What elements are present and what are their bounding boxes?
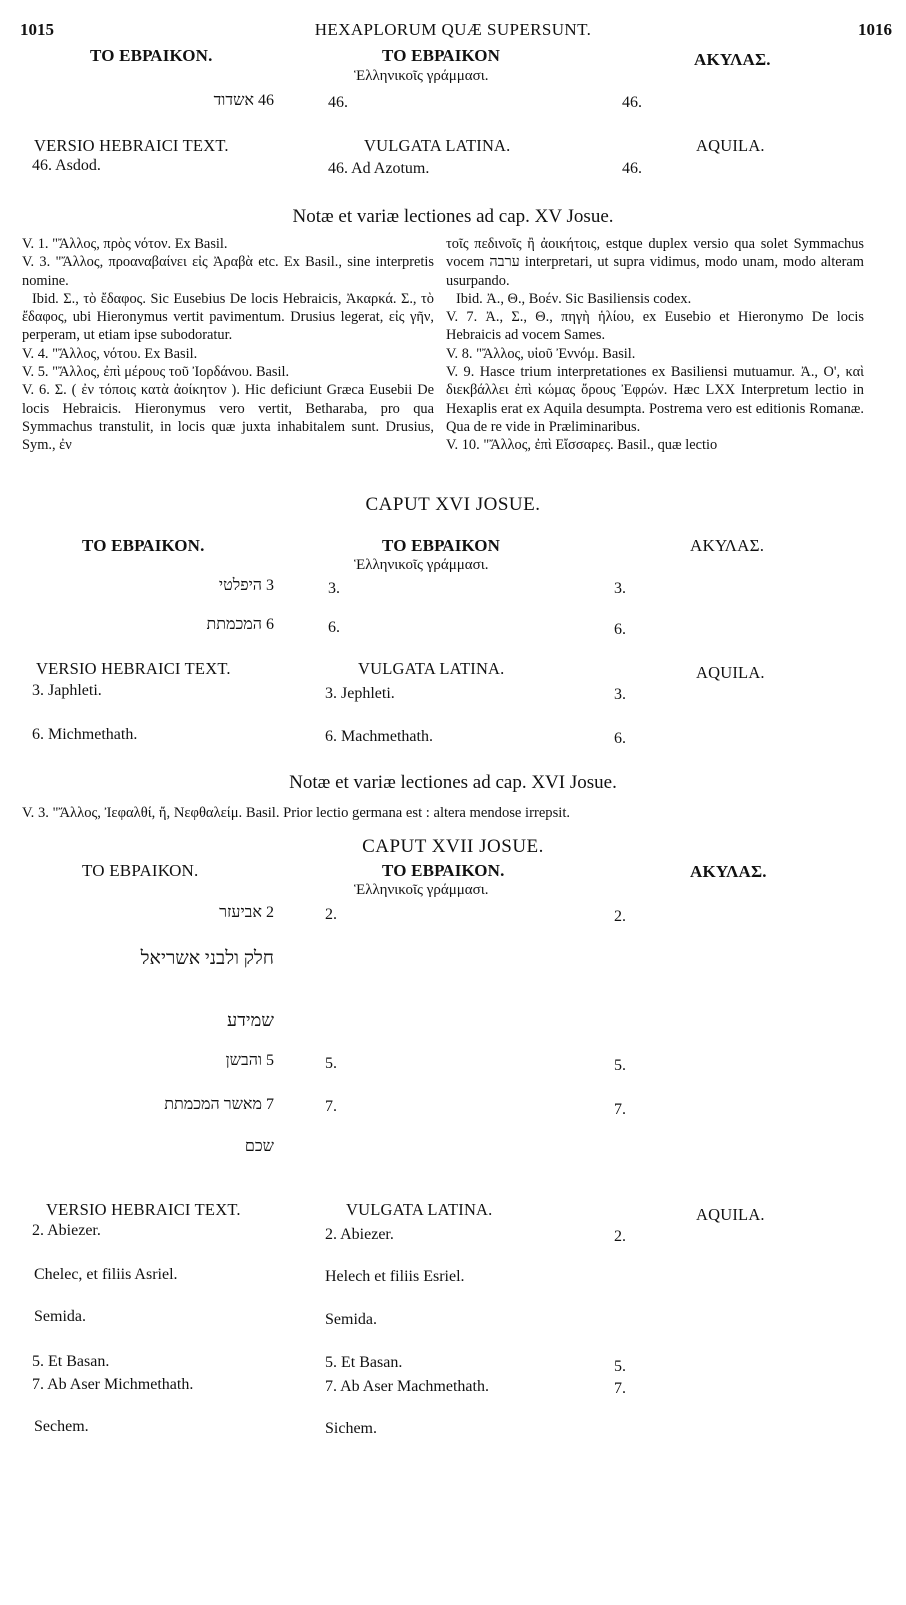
aquila-latin-entry: 5.: [614, 1358, 626, 1375]
hebrew-entry: 7 מאשר המכמתת: [164, 1096, 274, 1113]
running-title: HEXAPLORUM QUÆ SUPERSUNT.: [314, 20, 592, 39]
aquila-entry: 7.: [614, 1101, 626, 1118]
aquila-entry: 5.: [614, 1057, 626, 1074]
note-paragraph: V. 1. "Ἄλλος, πρὸς νότον. Ex Basil.: [22, 236, 228, 252]
hebrew-entry: שמידע: [227, 1010, 274, 1030]
vulgata-entry: Sichem.: [325, 1420, 377, 1437]
col-header-versio: VERSIO HEBRAICI TEXT.: [34, 136, 229, 155]
versio-entry: 46. Asdod.: [32, 157, 101, 174]
col-header-aquila-latin: AQUILA.: [696, 663, 765, 682]
aquila-latin-entry: 3.: [614, 686, 626, 703]
vulgata-entry: 3. Jephleti.: [325, 685, 395, 702]
col-header-aquila: ΑΚΥΛΑΣ.: [690, 536, 765, 555]
versio-entry: Semida.: [34, 1308, 86, 1325]
notes-title-xvi: Notæ et variæ lectiones ad cap. XVI Josue.: [289, 772, 617, 793]
notes-column-left: [22, 235, 434, 455]
note-paragraph: V. 8. "Ἄλλος, υἱοῦ Ἐννόμ. Basil.: [446, 345, 636, 362]
vulgata-entry: 7. Ab Aser Machmethath.: [325, 1378, 489, 1395]
note-paragraph: V. 9. Hasce trium interpretationes ex Basiliensi mutuamur. Ἀ., Ο', καὶ διεκβάλλει ἐπὶ κώμας ὄρους Ἐφρών. Hæc LXX Interpretum lectio in Hexaplis erat ex Aquila desumpta. Postrema vero est editionis Romanæ. Qua de re vide in Præliminaribus.: [446, 364, 864, 435]
vulgata-entry: 2. Abiezer.: [325, 1226, 394, 1243]
col-header-hebrew-greek: ΤΟ ΕΒΡΑΙΚΟΝ.: [382, 861, 505, 880]
hebrew-entry: 6 המכמתת: [206, 616, 274, 633]
greek-entry: 46.: [328, 94, 348, 111]
chapter-title-xvi: CAPUT XVI JOSUE.: [365, 494, 541, 515]
note-paragraph: Ibid. Ἀ., Θ., Βοέν. Sic Basiliensis codex.: [456, 290, 692, 307]
chapter-title-xvii: CAPUT XVII JOSUE.: [362, 836, 544, 857]
vulgata-entry: Helech et filiis Esriel.: [325, 1268, 465, 1285]
versio-entry: 3. Japhleti.: [32, 682, 102, 699]
versio-entry: Chelec, et filiis Asriel.: [34, 1266, 178, 1283]
col-header-versio: VERSIO HEBRAICI TEXT.: [46, 1200, 241, 1219]
greek-entry: 7.: [325, 1098, 337, 1115]
versio-entry: Sechem.: [34, 1418, 89, 1435]
page-number-right: 1016: [858, 20, 892, 39]
col-header-hebrew: ΤΟ ΕΒΡΑΙΚΟΝ.: [90, 46, 213, 65]
vulgata-entry: Semida.: [325, 1311, 377, 1328]
vulgata-entry: 6. Machmethath.: [325, 728, 433, 745]
note-paragraph: V. 3. "Ἄλλος, προαναβαίνει εἰς Ἀραβὰ etc. Ex Basil., sine interpretis nomine.: [22, 254, 434, 289]
aquila-entry: 3.: [614, 580, 626, 597]
versio-entry: 5. Et Basan.: [32, 1353, 110, 1370]
col-header-aquila-latin: AQUILA.: [696, 136, 765, 155]
note-paragraph: V. 6. Σ. ( ἐν τόποις κατὰ ἀοίκητον ). Hic deficiunt Græca Eusebii De locis Hebraicis. Hieronymus vero vertit, Betharaba, pro qua Symmachus transtulit, in locis quæ juxta inhabitalem sunt. Drusius, Sym., ἐν: [22, 382, 434, 454]
note-paragraph: τοῖς πεδινοῖς ἢ ἀοικήτοις, estque duplex versio qua solet Symmachus vocem ערבה interpretari, ut supra vidimus, modo unam, modo alteram usurpando.: [446, 236, 864, 289]
hebrew-entry: 46 אשדוד: [213, 92, 274, 109]
greek-entry: 3.: [328, 580, 340, 597]
notes-title-xv: Notæ et variæ lectiones ad cap. XV Josue.: [292, 206, 614, 227]
versio-entry: 7. Ab Aser Michmethath.: [32, 1376, 194, 1393]
col-header-vulgata: VULGATA LATINA.: [346, 1200, 493, 1219]
col-subheader-greek-letters: Ἑλληνικοῖς γράμμασι.: [354, 882, 489, 898]
col-header-versio: VERSIO HEBRAICI TEXT.: [36, 659, 231, 678]
aquila-latin-entry: 7.: [614, 1380, 626, 1397]
aquila-latin-entry: 46.: [622, 160, 642, 177]
aquila-entry: 6.: [614, 621, 626, 638]
col-header-aquila: ΑΚΥΛΑΣ.: [690, 862, 767, 881]
note-paragraph: V. 7. Ἀ., Σ., Θ., πηγὴ ἡλίου, ex Eusebio et Hieronymo De locis Hebraicis ad vocem Sames.: [446, 309, 864, 344]
col-subheader-greek-letters: Ἑλληνικοῖς γράμμασι.: [354, 68, 489, 84]
hebrew-entry: שכם: [244, 1138, 274, 1155]
hebrew-entry: 5 והבשן: [225, 1052, 274, 1069]
note-paragraph: V. 10. "Ἄλλος, ἐπὶ Εἴσσαρες. Basil., quæ lectio: [446, 437, 718, 454]
page-number-left: 1015: [20, 20, 54, 39]
notes-column-right: [446, 235, 864, 455]
col-header-hebrew-greek: ΤΟ ΕΒΡΑΙΚΟΝ: [382, 46, 501, 65]
vulgata-entry: 46. Ad Azotum.: [328, 160, 430, 177]
col-header-vulgata: VULGATA LATINA.: [358, 659, 505, 678]
versio-entry: 2. Abiezer.: [32, 1222, 101, 1239]
col-header-hebrew-greek: ΤΟ ΕΒΡΑΙΚΟΝ: [382, 536, 501, 555]
versio-entry: 6. Michmethath.: [32, 726, 138, 743]
vulgata-entry: 5. Et Basan.: [325, 1354, 403, 1371]
col-header-hebrew: ΤΟ ΕΒΡΑΙΚΟΝ.: [82, 861, 199, 880]
aquila-latin-entry: 6.: [614, 730, 626, 747]
greek-entry: 2.: [325, 906, 337, 923]
aquila-entry: 46.: [622, 94, 642, 111]
col-header-aquila: ΑΚΥΛΑΣ.: [694, 50, 771, 69]
col-subheader-greek-letters: Ἑλληνικοῖς γράμμασι.: [354, 557, 489, 573]
col-header-hebrew: ΤΟ ΕΒΡΑΙΚΟΝ.: [82, 536, 205, 555]
greek-entry: 5.: [325, 1055, 337, 1072]
col-header-vulgata: VULGATA LATINA.: [364, 136, 511, 155]
greek-entry: 6.: [328, 619, 340, 636]
hebrew-entry: חלק ולבני אשריאל: [140, 948, 274, 969]
note-paragraph: V. 4. "Ἄλλος, νότου. Ex Basil.: [22, 345, 198, 362]
hebrew-entry: 3 היפלטי: [218, 577, 274, 594]
aquila-latin-entry: 2.: [614, 1228, 626, 1245]
aquila-entry: 2.: [614, 908, 626, 925]
note-paragraph: V. 3. "Ἄλλος, Ἰεφαλθί, ἤ, Νεφθαλείμ. Basil. Prior lectio germana est : altera mendose irrepsit.: [22, 805, 571, 821]
hebrew-entry: 2 אביעזר: [219, 904, 274, 921]
note-paragraph: Ibid. Σ., τὸ ἔδαφος. Sic Eusebius De locis Hebraicis, Ἀκαρκά. Σ., τὸ ἔδαφος, ubi Hieronymus vertit pavimentum. Drusius legerat, εἰς γῆν, perperam, ut etiam ipse subodoratur.: [22, 290, 434, 344]
note-paragraph: V. 5. "Ἄλλος, ἐπὶ μέρους τοῦ Ἰορδάνου. Basil.: [22, 364, 290, 381]
col-header-aquila-latin: AQUILA.: [696, 1205, 765, 1224]
